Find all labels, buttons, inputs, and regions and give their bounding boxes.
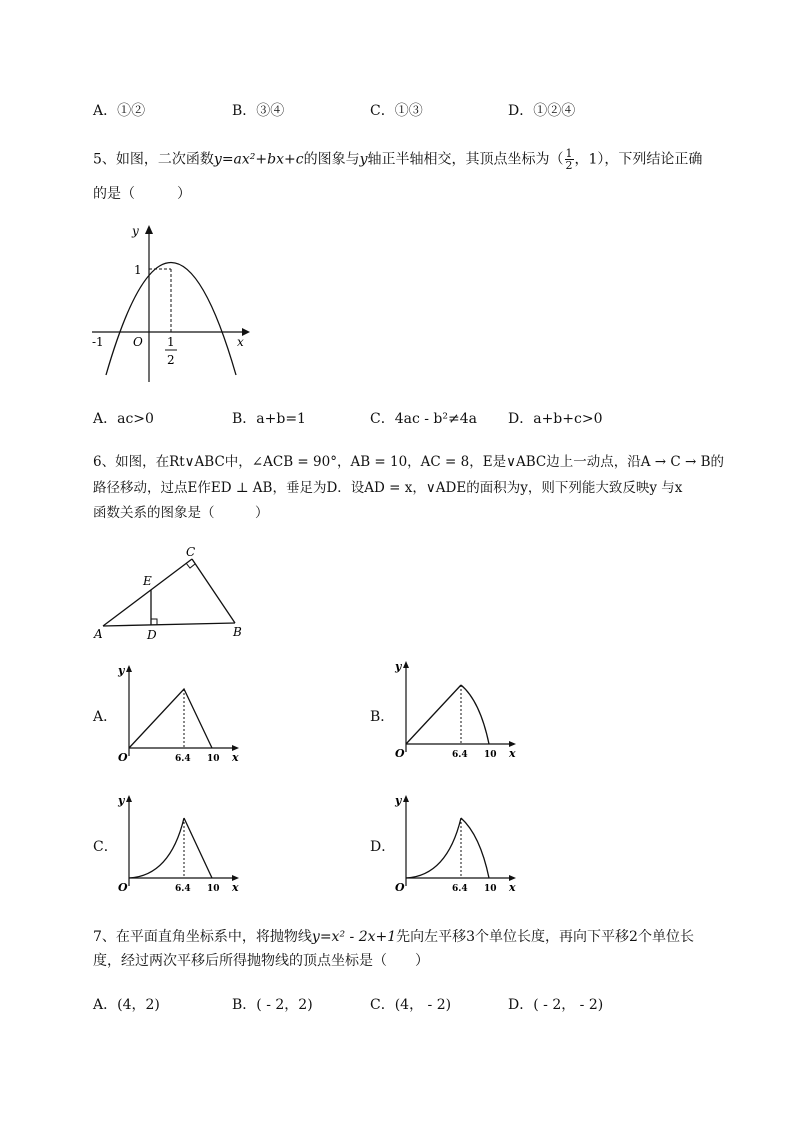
q7-option-d: D．( - 2， - 2) <box>508 997 604 1013</box>
q6-vertex-a: A <box>94 627 103 641</box>
q6-vertex-c: C <box>186 545 196 559</box>
q5-option-c: C．4ac - b²≠4a <box>370 411 477 427</box>
svg-text:6.4: 6.4 <box>452 750 468 760</box>
q6-stem-line2: 路径移动，过点E作ED ⊥ AB，垂足为D．设AD = x，∨ADE的面积为y，则下列能大致反映y 与x <box>93 480 683 496</box>
q6-option-b-label: B． <box>370 709 395 725</box>
q4-option-b: B．③④ <box>232 103 285 119</box>
q6-option-a-label: A． <box>93 709 118 725</box>
q5-option-a: A．ac>0 <box>93 411 154 427</box>
q6-graph-d <box>392 790 522 895</box>
q6-stem-line3: 函数关系的图象是（ ） <box>93 505 269 521</box>
q4-option-c: C．①③ <box>370 103 423 119</box>
svg-text:x: x <box>509 747 516 760</box>
q7-option-c: C．(4， - 2) <box>370 997 452 1013</box>
svg-text:6.4: 6.4 <box>452 884 468 894</box>
q5-half-den: 2 <box>167 353 175 367</box>
svg-text:x: x <box>509 881 516 894</box>
q6-vertex-b: B <box>233 625 242 639</box>
q5-y-label: y <box>132 224 139 238</box>
svg-text:y: y <box>118 794 125 807</box>
q6-triangle-figure <box>88 542 253 642</box>
svg-text:y: y <box>395 794 402 807</box>
q5-half-fraction: $\frac{1}{2}$ <box>565 147 573 172</box>
svg-text:6.4: 6.4 <box>175 884 191 894</box>
svg-text:O: O <box>395 747 405 760</box>
q5-neg-one-label: -1 <box>92 335 104 349</box>
q6-graph-b <box>392 656 522 761</box>
q4-option-d: D．①②④ <box>508 103 576 119</box>
q6-option-d-label: D． <box>370 839 396 855</box>
q5-x-label: x <box>237 335 244 349</box>
q6-graph-a <box>115 660 245 765</box>
q5-half-num: 1 <box>167 335 175 349</box>
q5-stem-line1: 5、如图，二次函数y=ax²+bx+c的图象与y轴正半轴相交，其顶点坐标为（ $\frac{1}{2}$ ，1），下列结论正确 <box>93 147 703 172</box>
q6-option-c-label: C． <box>93 839 118 855</box>
q5-stem-line2: 的是（ ） <box>93 186 191 202</box>
q6-point-e: E <box>143 574 152 588</box>
q7-stem-line2: 度，经过两次平移后所得抛物线的顶点坐标是（ ） <box>93 953 429 969</box>
svg-text:10: 10 <box>484 884 497 894</box>
svg-text:O: O <box>395 881 405 894</box>
q5-parabola-graph <box>88 222 258 387</box>
svg-text:6.4: 6.4 <box>175 754 191 764</box>
svg-text:10: 10 <box>207 884 220 894</box>
svg-text:O: O <box>118 881 128 894</box>
q6-point-d: D <box>147 628 157 642</box>
q5-option-d: D．a+b+c>0 <box>508 411 603 427</box>
svg-text:y: y <box>118 664 125 677</box>
q5-option-b: B．a+b=1 <box>232 411 306 427</box>
q7-option-b: B．( - 2，2) <box>232 997 313 1013</box>
q5-one-label: 1 <box>134 263 142 277</box>
q6-stem-line1: 6、如图，在Rt∨ABC中，∠ACB = 90°，AB = 10，AC = 8，E是∨ABC边上一动点，沿A → C → B的 <box>93 454 725 470</box>
svg-text:x: x <box>232 881 239 894</box>
q7-stem-line1: 7、在平面直角坐标系中，将抛物线y=x² - 2x+1先向左平移3个单位长度，再向下平移2个单位长 <box>93 929 694 945</box>
q6-graph-c <box>115 790 245 895</box>
svg-text:O: O <box>118 751 128 764</box>
svg-text:10: 10 <box>484 750 497 760</box>
svg-text:y: y <box>395 660 402 673</box>
q7-option-a: A．(4，2) <box>93 997 160 1013</box>
q5-origin-label: O <box>133 335 143 349</box>
svg-text:10: 10 <box>207 754 220 764</box>
svg-text:x: x <box>232 751 239 764</box>
q4-option-a: A．①② <box>93 103 146 119</box>
